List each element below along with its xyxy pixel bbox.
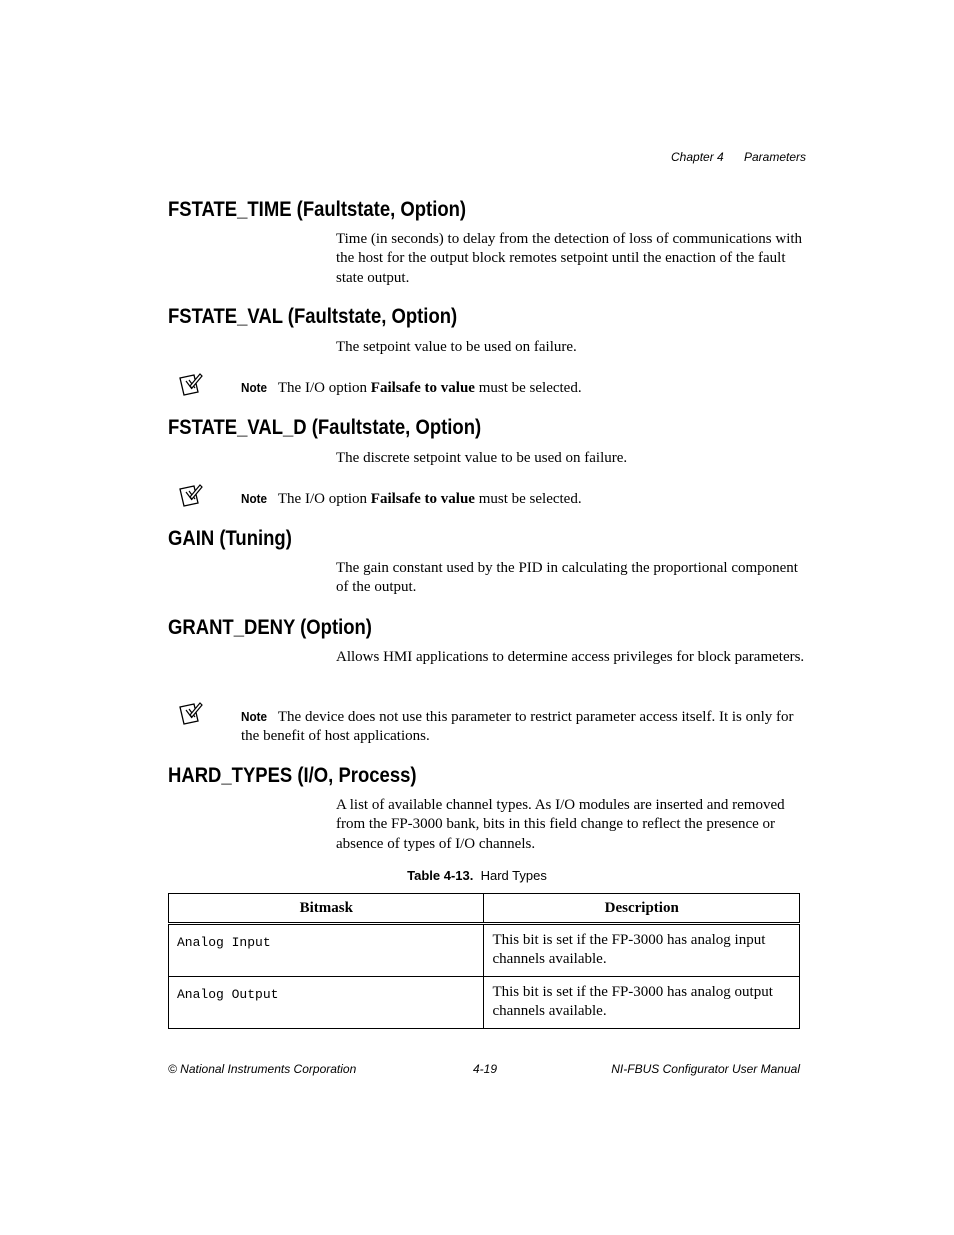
heading-gain: GAIN (Tuning) <box>168 527 292 550</box>
footer-page-number: 4-19 <box>473 1062 498 1076</box>
heading-fstate-val: FSTATE_VAL (Faultstate, Option) <box>168 305 458 328</box>
note-text: The device does not use this parameter to restrict parameter access itself. It is only for the benefit of host applications. <box>241 709 794 745</box>
note-label: Note <box>241 709 268 724</box>
note-text: The I/O option <box>277 380 371 396</box>
note-text-end: must be selected. <box>474 491 582 507</box>
column-header-description: Description <box>484 894 800 924</box>
cell-bitmask: Analog Input <box>169 924 484 977</box>
note-label: Note <box>241 380 268 395</box>
table-header-row <box>169 894 800 924</box>
cell-description: This bit is set if the FP-3000 has analog output channels available. <box>484 977 800 1029</box>
note-bold-option: Failsafe to value <box>370 491 475 507</box>
heading-fstate-time: FSTATE_TIME (Faultstate, Option) <box>168 198 467 221</box>
cell-bitmask: Analog Output <box>169 977 484 1029</box>
heading-grant-deny: GRANT_DENY (Option) <box>168 616 372 639</box>
note-pencil-icon <box>176 701 204 727</box>
note-grant-deny <box>241 707 806 747</box>
paragraph-grant-deny: Allows HMI applications to determine access privileges for block parameters. <box>336 649 805 665</box>
table-caption <box>0 868 954 883</box>
column-header-bitmask: Bitmask <box>169 894 484 924</box>
note-bold-option: Failsafe to value <box>370 380 475 396</box>
paragraph-fstate-val-d: The discrete setpoint value to be used on failure. <box>336 450 628 466</box>
hard-types-table <box>168 893 800 1029</box>
paragraph-fstate-val: The setpoint value to be used on failure. <box>336 339 577 355</box>
note-fstate-val-d <box>241 489 806 509</box>
note-pencil-icon <box>176 483 204 509</box>
cell-description: This bit is set if the FP-3000 has analog input channels available. <box>484 924 800 977</box>
heading-hard-types: HARD_TYPES (I/O, Process) <box>168 764 417 787</box>
heading-fstate-val-d: FSTATE_VAL_D (Faultstate, Option) <box>168 416 482 439</box>
table-caption-label: Table 4-13. <box>407 868 474 883</box>
footer-manual-title: NI-FBUS Configurator User Manual <box>611 1062 800 1076</box>
note-pencil-icon <box>176 372 204 398</box>
note-fstate-val <box>241 378 806 398</box>
table-row <box>169 924 800 977</box>
header-section: Parameters <box>744 150 807 164</box>
paragraph-fstate-time: Time (in seconds) to delay from the detection of loss of communications with the host for the output block remotes setpoint until the enaction of the fault state output. <box>336 231 803 286</box>
paragraph-gain: The gain constant used by the PID in calculating the proportional component of the output. <box>336 560 798 596</box>
paragraph-hard-types: A list of available channel types. As I/O modules are inserted and removed from the FP-3000 bank, bits in this field change to reflect the presence or absence of types of I/O channels. <box>336 797 785 852</box>
note-text-end: must be selected. <box>474 380 582 396</box>
header-chapter: Chapter 4 <box>671 150 724 164</box>
footer-copyright: © National Instruments Corporation <box>168 1062 357 1076</box>
table-caption-title: Hard Types <box>480 868 547 883</box>
note-label: Note <box>241 491 268 506</box>
note-text: The I/O option <box>277 491 371 507</box>
table-row <box>169 977 800 1029</box>
